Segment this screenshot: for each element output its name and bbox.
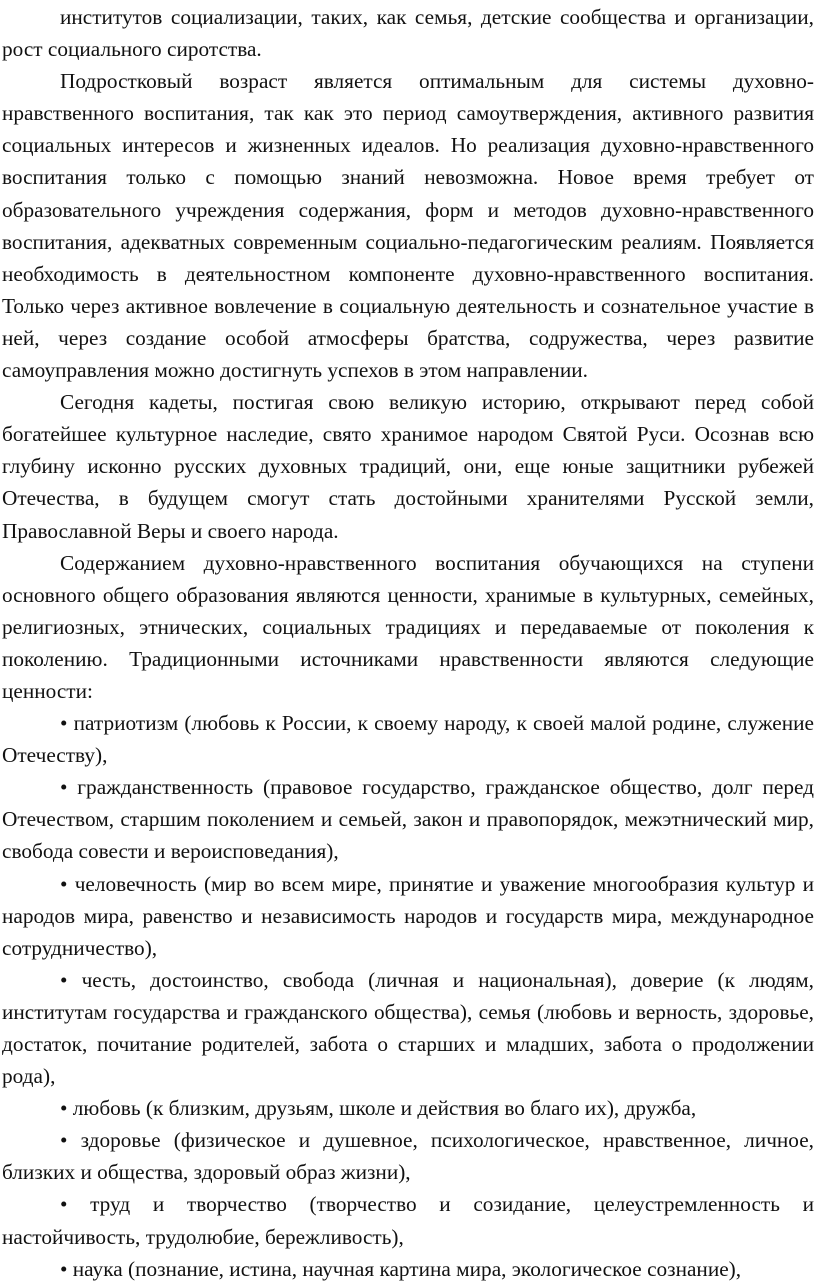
paragraph-continuation: институтов социализации, таких, как семья, детские сообщества и организации, рост социального сиротства. [2,5,814,62]
list-item-patriotism: • патриотизм (любовь к России, к своему народу, к своей малой родине, служение Отечеству), [2,711,814,768]
paragraph-adolescence: Подростковый возраст является оптимальным для системы духовно-нравственного воспитания, так как это период самоутверждения, активного развития социальных интересов и жизненных идеалов. Но реализация духовно-нравственного воспитания только с помощью знаний невозможна. Новое время требует от образовательного учреждения содержания, форм и методов духовно-нравственного воспитания, адекватных современным социально-педагогическим реалиям. Появляется необходимость в деятельностном компоненте духовно-нравственного воспитания. Только через активное вовлечение в социальную деятельность и сознательное участие в ней, через создание особой атмосферы братства, содружества, через развитие самоуправления можно достигнуть успехов в этом направлении. [2,69,814,383]
list-item-citizenship: • гражданственность (правовое государство, гражданское общество, долг перед Отечеством, старшим поколением и семьей, закон и правопорядок, межэтнический мир, свобода совести и вероисповедания), [2,775,814,864]
list-item-humanity: • человечность (мир во всем мире, принятие и уважение многообразия культур и народов мира, равенство и независимость народов и государств мира, международное сотрудничество), [2,871,814,960]
list-item-health: • здоровье (физическое и душевное, психологическое, нравственное, личное, близких и общества, здоровый образ жизни), [2,1128,814,1185]
list-item-work: • труд и творчество (творчество и созидание, целеустремленность и настойчивость, трудолюбие, бережливость), [2,1192,814,1249]
list-item-science: • наука (познание, истина, научная картина мира, экологическое сознание), [60,1256,742,1281]
list-item-honor: • честь, достоинство, свобода (личная и национальная), доверие (к людям, институтам государства и гражданского общества), семья (любовь и верность, здоровье, достаток, почитание родителей, забота о старших и младших, забота о продолжении рода), [2,967,814,1089]
paragraph-content-values: Содержанием духовно-нравственного воспитания обучающихся на ступени основного общего образования являются ценности, хранимые в культурных, семейных, религиозных, этнических, социальных традициях и передаваемые от поколения к поколению. Традиционными источниками нравственности являются следующие ценности: [2,550,814,703]
list-item-love: • любовь (к близким, друзьям, школе и действия во благо их), дружба, [60,1096,697,1121]
paragraph-cadets: Сегодня кадеты, постигая свою великую историю, открывают перед собой богатейшее культурное наследие, свято хранимое народом Святой Руси. Осознав всю глубину исконно русских духовных традиций, они, еще юные защитники рубежей Отечества, в будущем смогут стать достойными хранителями Русской земли, Православной Веры и своего народа. [2,390,814,543]
